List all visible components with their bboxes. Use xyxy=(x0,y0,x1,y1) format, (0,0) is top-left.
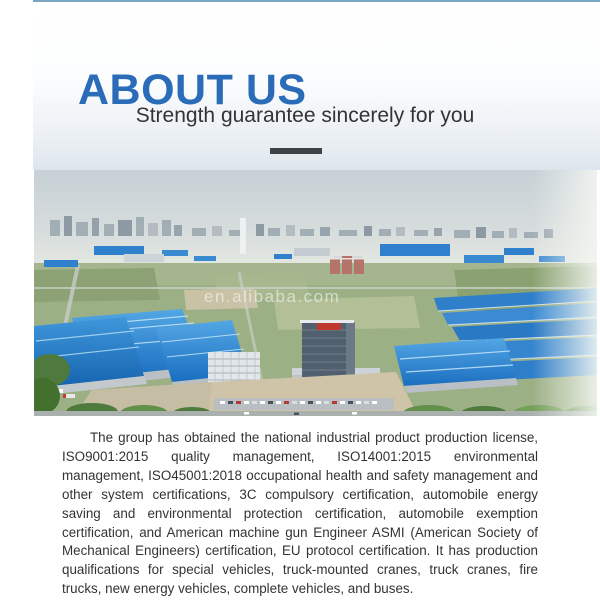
title-divider-bar xyxy=(270,148,322,154)
section-subtitle: Strength guarantee sincerely for you xyxy=(135,104,475,127)
industrial-park-photo-art xyxy=(34,170,597,416)
photo-right-haze xyxy=(532,170,597,416)
industrial-park-photo xyxy=(34,170,597,416)
red-apartment-cluster xyxy=(330,256,364,274)
about-paragraph: The group has obtained the national industrial product production license, ISO9001:2015 quality management, ISO14001:2015 environmental management, ISO45001:2018 occupational health and safety management and other system certifications, 3C compulsory certification, automobile energy saving and environmental protection certification, automobile exemption certification, and American machine gun Engineer ASMI (American Society of Mechanical Engineers) certification, EU protocol certification. It has production qualifications for special vehicles, truck-mounted cranes, truck cranes, fire trucks, new energy vehicles, complete vehicles, and buses. xyxy=(62,430,538,597)
photo-watermark: en.alibaba.com xyxy=(204,287,341,306)
rooftop-red-sign xyxy=(317,323,341,330)
page-title: ABOUT US xyxy=(78,65,307,114)
white-chimney xyxy=(240,218,246,254)
